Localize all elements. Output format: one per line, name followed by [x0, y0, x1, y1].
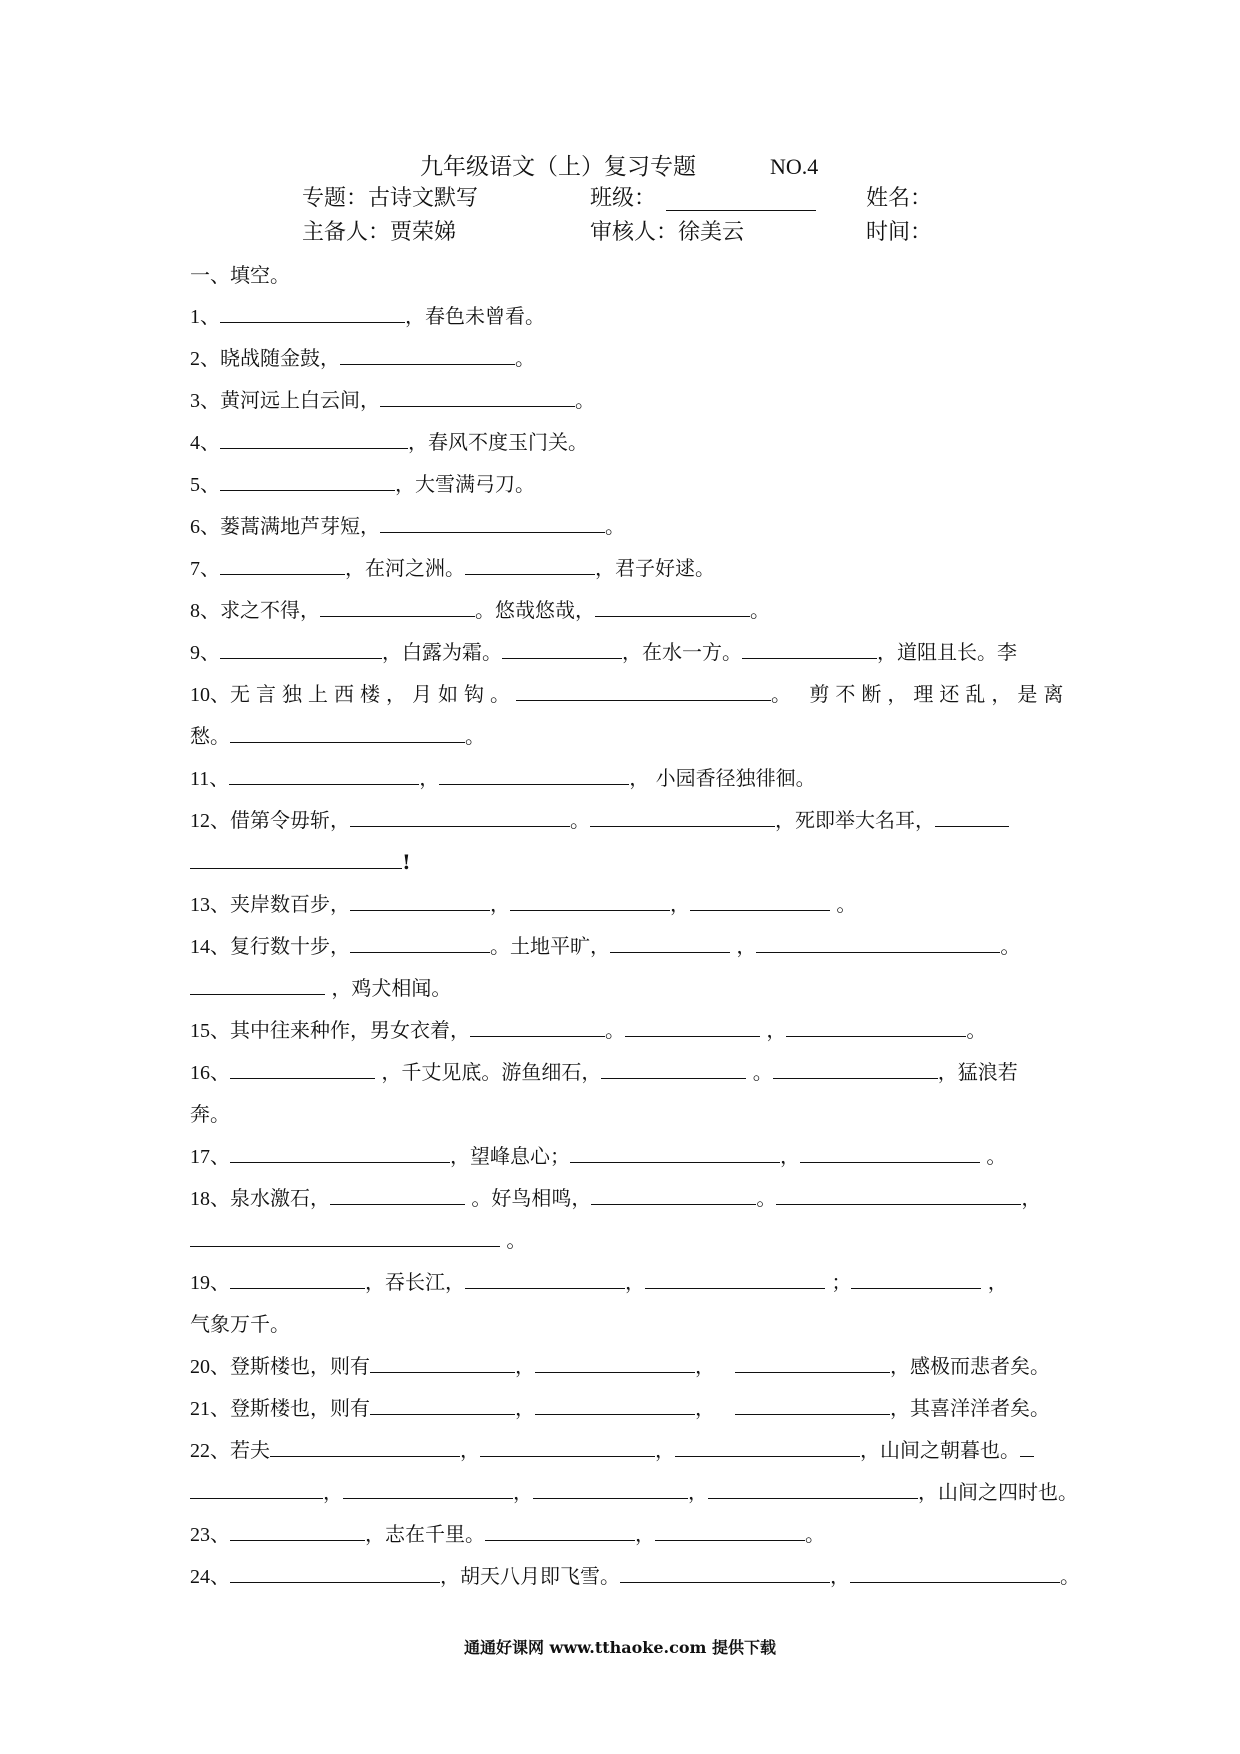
question-text: ， — [760, 1018, 787, 1042]
question-text: 。 — [500, 1228, 527, 1252]
answer-blank[interactable] — [735, 1350, 890, 1373]
question-text: ，君子好逑。 — [595, 556, 715, 580]
question-10-continued — [190, 720, 485, 752]
class-input-line[interactable] — [666, 210, 816, 211]
answer-blank[interactable] — [655, 1518, 805, 1541]
question-number: 8、 — [190, 600, 220, 622]
answer-blank[interactable] — [190, 972, 325, 995]
question-19-continued — [190, 1308, 290, 1340]
question-text: 。 — [605, 1018, 625, 1042]
question-text: ， — [490, 892, 510, 916]
question-number: 3、 — [190, 390, 220, 412]
answer-blank[interactable] — [675, 1434, 860, 1457]
answer-blank[interactable] — [595, 594, 750, 617]
topic-label: 专题：古诗文默写 — [302, 186, 479, 211]
question-text: ，感极而悲者矣。 — [890, 1354, 1050, 1378]
time-label: 时间： — [866, 220, 933, 245]
question-text: ， — [515, 1396, 535, 1420]
answer-blank[interactable] — [776, 1182, 1021, 1205]
question-text: ， — [655, 1438, 675, 1462]
question-18 — [190, 1182, 1041, 1214]
question-number: 6、 — [190, 516, 220, 538]
question-text: ，山间之四时也。 — [918, 1480, 1078, 1504]
answer-blank[interactable] — [340, 342, 515, 365]
question-text: 。 — [465, 724, 485, 748]
question-text: 。 — [805, 1522, 825, 1546]
answer-blank[interactable] — [230, 1266, 365, 1289]
answer-blank[interactable] — [690, 888, 830, 911]
page-title: 九年级语文（上）复习专题 — [420, 154, 696, 180]
question-text: ， — [830, 1564, 850, 1588]
question-text: ! — [402, 850, 411, 874]
answer-blank[interactable] — [535, 1350, 695, 1373]
question-text: 。 — [750, 598, 770, 622]
question-16 — [190, 1056, 1018, 1088]
answer-blank[interactable] — [330, 1182, 465, 1205]
question-number: 11、 — [190, 768, 230, 790]
answer-blank[interactable] — [851, 1266, 981, 1289]
question-text: ，大雪满弓刀。 — [395, 472, 535, 496]
answer-blank[interactable] — [935, 804, 1009, 827]
question-text: ，望峰息心； — [450, 1144, 570, 1168]
question-text: 夹岸数百步， — [230, 892, 350, 916]
question-22-continued — [190, 1476, 1078, 1508]
answer-blank[interactable] — [533, 1476, 688, 1499]
question-text: 。 — [1060, 1564, 1080, 1588]
answer-blank[interactable] — [786, 1014, 966, 1037]
answer-blank[interactable] — [485, 1518, 635, 1541]
question-text: ， — [625, 1270, 645, 1294]
question-2 — [190, 342, 535, 374]
question-text: 登斯楼也，则有 — [230, 1396, 370, 1420]
question-number: 19、 — [190, 1272, 230, 1294]
answer-blank[interactable] — [620, 1560, 830, 1583]
answer-blank[interactable] — [380, 384, 575, 407]
answer-blank[interactable] — [230, 720, 465, 743]
question-number: 14、 — [190, 936, 230, 958]
question-text: ，山间之朝暮也。 — [860, 1438, 1020, 1462]
question-text: 。土地平旷， — [490, 934, 610, 958]
question-text: ，春色未曾看。 — [405, 304, 545, 328]
question-text: ，千丈见底。游鱼细石， — [375, 1060, 602, 1084]
reviewer-label: 审核人：徐美云 — [590, 220, 745, 245]
question-text: 。 剪不断，理还乱，是离 — [771, 682, 1070, 706]
question-number: 4、 — [190, 432, 220, 454]
answer-blank[interactable] — [756, 930, 1000, 953]
question-text: ，在河之洲。 — [345, 556, 465, 580]
question-text: ，猛浪若 — [937, 1060, 1018, 1084]
question-text: ， — [670, 892, 690, 916]
answer-blank[interactable] — [465, 1266, 625, 1289]
question-text: ， — [513, 1480, 533, 1504]
question-text: ， — [730, 934, 757, 958]
page-footer: 通通好课网 www.tthaoke.com 提供下载 — [463, 1638, 777, 1657]
question-text: 。 — [966, 1018, 987, 1042]
question-text: ，鸡犬相闻。 — [325, 976, 452, 1000]
question-5 — [190, 468, 535, 500]
answer-blank[interactable] — [570, 1140, 780, 1163]
question-text: ， — [460, 1438, 480, 1462]
answer-blank[interactable] — [591, 1182, 756, 1205]
question-number: 22、 — [190, 1440, 230, 1462]
question-18-continued — [190, 1224, 526, 1256]
question-text: 求之不得， — [220, 598, 320, 622]
question-text: ； — [825, 1270, 852, 1294]
answer-blank[interactable] — [190, 1224, 500, 1247]
section-heading: 一、填空。 — [190, 263, 290, 287]
answer-blank[interactable] — [1020, 1434, 1034, 1457]
question-8 — [190, 594, 770, 626]
answer-blank[interactable] — [190, 1476, 323, 1499]
question-number: 15、 — [190, 1020, 230, 1042]
question-text: 。好鸟相鸣， — [465, 1186, 592, 1210]
question-text: ，道阻且长。李 — [877, 640, 1017, 664]
answer-blank[interactable] — [800, 1140, 980, 1163]
question-text: ，春风不度玉门关。 — [408, 430, 588, 454]
answer-blank[interactable] — [220, 552, 345, 575]
question-text: ， — [419, 766, 440, 790]
question-number: 7、 — [190, 558, 220, 580]
answer-blank[interactable] — [645, 1266, 825, 1289]
answer-blank[interactable] — [708, 1476, 918, 1499]
answer-blank[interactable] — [480, 1434, 655, 1457]
question-number: 10、 — [190, 684, 230, 706]
question-14-continued — [190, 972, 451, 1004]
question-number: 20、 — [190, 1356, 230, 1378]
answer-blank[interactable] — [510, 888, 670, 911]
answer-blank[interactable] — [230, 1560, 440, 1583]
question-4 — [190, 426, 588, 458]
question-text: ， 小园香径独徘徊。 — [629, 766, 816, 790]
question-20 — [190, 1350, 1050, 1382]
question-13 — [190, 888, 856, 920]
answer-blank[interactable] — [350, 930, 490, 953]
question-number: 18、 — [190, 1188, 230, 1210]
answer-blank[interactable] — [502, 636, 622, 659]
question-15 — [190, 1014, 986, 1046]
question-3 — [190, 384, 595, 416]
answer-blank[interactable] — [516, 678, 771, 701]
question-14 — [190, 930, 1020, 962]
answer-blank[interactable] — [220, 636, 382, 659]
question-text: 。 — [515, 346, 535, 370]
question-text: 。 — [830, 892, 857, 916]
question-10 — [190, 678, 1069, 710]
question-11 — [190, 762, 816, 794]
question-text: 。 — [575, 388, 595, 412]
question-number: 21、 — [190, 1398, 230, 1420]
question-text: ，吞长江， — [365, 1270, 465, 1294]
question-number: 5、 — [190, 474, 220, 496]
answer-blank[interactable] — [439, 762, 629, 785]
question-text: ，其喜洋洋者矣。 — [890, 1396, 1050, 1420]
question-text: 。 — [746, 1060, 773, 1084]
answer-blank[interactable] — [370, 1350, 515, 1373]
answer-blank[interactable] — [230, 1518, 365, 1541]
document-number: NO.4 — [770, 154, 819, 179]
question-number: 23、 — [190, 1524, 230, 1546]
question-6 — [190, 510, 625, 542]
question-text: 蒌蒿满地芦芽短， — [220, 514, 380, 538]
question-text: ， — [635, 1522, 655, 1546]
answer-blank[interactable] — [535, 1392, 695, 1415]
question-number: 13、 — [190, 894, 230, 916]
answer-blank[interactable] — [470, 1014, 605, 1037]
question-text: ，志在千里。 — [365, 1522, 485, 1546]
name-label: 姓名： — [866, 186, 933, 211]
question-text: 。悠哉悠哉， — [475, 598, 595, 622]
question-text: 登斯楼也，则有 — [230, 1354, 370, 1378]
question-text: ， — [323, 1480, 343, 1504]
question-text: 愁。 — [190, 724, 230, 748]
question-text: ， — [688, 1480, 708, 1504]
question-text: 气象万千。 — [190, 1312, 290, 1336]
answer-blank[interactable] — [370, 1392, 515, 1415]
question-1 — [190, 300, 545, 332]
question-text: ，胡天八月即飞雪。 — [440, 1564, 620, 1588]
question-text: ，白露为霜。 — [382, 640, 502, 664]
question-number: 2、 — [190, 348, 220, 370]
answer-blank[interactable] — [320, 594, 475, 617]
question-number: 16、 — [190, 1062, 230, 1084]
question-text: 其中往来种作，男女衣着， — [230, 1018, 470, 1042]
answer-blank[interactable] — [773, 1056, 938, 1079]
info-row-2 — [0, 218, 1240, 248]
question-text: 。 — [1000, 934, 1021, 958]
question-text: ， — [695, 1354, 715, 1378]
answer-blank[interactable] — [230, 1140, 450, 1163]
question-number: 1、 — [190, 306, 220, 328]
answer-blank[interactable] — [230, 1056, 375, 1079]
question-17 — [190, 1140, 1006, 1172]
question-text: ， — [1021, 1186, 1042, 1210]
answer-blank[interactable] — [270, 1434, 460, 1457]
answer-blank[interactable] — [850, 1560, 1060, 1583]
answer-blank[interactable] — [590, 804, 775, 827]
question-text: ， — [515, 1354, 535, 1378]
question-7 — [190, 552, 715, 584]
question-text: 黄河远上白云间， — [220, 388, 380, 412]
question-12-continued — [190, 846, 411, 878]
answer-blank[interactable] — [625, 1014, 760, 1037]
question-text: 泉水激石， — [230, 1186, 330, 1210]
question-number: 12、 — [190, 810, 230, 832]
question-text: 复行数十步， — [230, 934, 350, 958]
answer-blank[interactable] — [742, 636, 877, 659]
question-text: 奔。 — [190, 1102, 230, 1126]
question-text: ， — [780, 1144, 800, 1168]
question-number: 9、 — [190, 642, 220, 664]
answer-blank[interactable] — [343, 1476, 513, 1499]
answer-blank[interactable] — [229, 762, 419, 785]
question-text: 。 — [980, 1144, 1007, 1168]
question-21 — [190, 1392, 1050, 1424]
question-text: 若夫 — [230, 1438, 270, 1462]
info-row-1 — [0, 184, 1240, 214]
question-text: 借第令毋斩， — [230, 808, 350, 832]
answer-blank[interactable] — [380, 510, 605, 533]
question-text: 晓战随金鼓， — [220, 346, 340, 370]
answer-blank[interactable] — [220, 468, 395, 491]
answer-blank[interactable] — [220, 300, 405, 323]
question-19 — [190, 1266, 1008, 1298]
answer-blank[interactable] — [735, 1392, 890, 1415]
answer-blank[interactable] — [190, 846, 402, 869]
answer-blank[interactable] — [610, 930, 730, 953]
question-number: 24、 — [190, 1566, 230, 1588]
question-text: ，在水一方。 — [622, 640, 742, 664]
question-text: 无言独上西楼，月如钩。 — [230, 682, 516, 706]
question-number: 17、 — [190, 1146, 230, 1168]
answer-blank[interactable] — [220, 426, 408, 449]
question-9 — [190, 636, 1017, 668]
answer-blank[interactable] — [350, 804, 570, 827]
answer-blank[interactable] — [465, 552, 595, 575]
question-23 — [190, 1518, 825, 1550]
question-12 — [190, 804, 1009, 836]
preparer-label: 主备人：贾荣娣 — [302, 220, 457, 245]
question-text: 。 — [605, 514, 625, 538]
answer-blank[interactable] — [601, 1056, 746, 1079]
question-text: 。 — [570, 808, 590, 832]
question-16-continued — [190, 1098, 230, 1130]
question-text: ， — [695, 1396, 715, 1420]
page-header — [0, 152, 1240, 182]
question-22 — [190, 1434, 1034, 1466]
answer-blank[interactable] — [350, 888, 490, 911]
question-text: 。 — [756, 1186, 777, 1210]
question-text: ， — [981, 1270, 1008, 1294]
class-label: 班级： — [590, 186, 657, 211]
question-24 — [190, 1560, 1080, 1592]
question-text: ，死即举大名耳， — [775, 808, 935, 832]
